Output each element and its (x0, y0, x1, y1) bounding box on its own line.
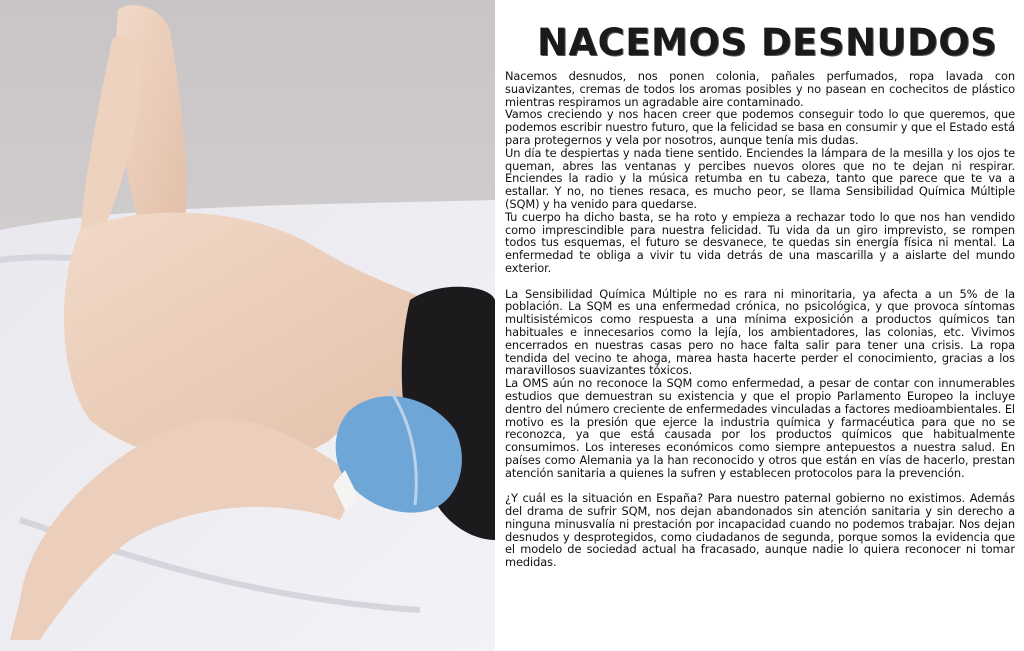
article (505, 0, 1015, 651)
paragraph: ¿Y cuál es la situación en España? Para nuestro paternal gobierno no existimos. Además del drama de sufrir SQM, nos dejan abandonados sin atención sanitaria y sin derecho a ninguna minusvalía ni prestación por incapacidad cuando no podemos trabajar. Nos dejan desnudos y desprotegidos, como ciudadanos de segunda, porque somos la evidencia que el modelo de sociedad actual ha fracasado, aunque nadie lo quiera reconocer ni tomar medidas. (505, 491, 1015, 570)
paragraph: Vamos creciendo y nos hacen creer que podemos conseguir todo lo que queremos, que podemos escribir nuestro futuro, que la felicidad se basa en consumir y que el Estado está para protegernos y vela por nosotros, aunque tenía mis dudas. (505, 107, 1015, 147)
paragraph: Un día te despiertas y nada tiene sentido. Enciendes la lámpara de la mesilla y los ojos te queman, abres las ventanas y percibes nuevos olores que no te dejan ni respirar. Enciendes la radio y la música retumba en tu cabeza, tanto que parece que te va a estallar. Y no, no tienes resaca, es mucho peor, se llama Sensibilidad Química Múltiple (SQM) y ha venido para quedarse. (505, 145, 1015, 211)
paragraph: La OMS aún no reconoce la SQM como enfermedad, a pesar de contar con innumerables estudios que demuestran su existencia y que el propio Parlamento Europeo la incluye dentro del número creciente de enfermedades vinculadas a factores medioambientales. El motivo es la presión que ejerce la industria química y farmacéutica para que no se reconozca, ya que está causada por los productos químicos que habitualmente consumimos. Los intereses económicos como siempre antepuestos a nuestra salud. En países como Alemania ya la han reconocido y otros que están en vías de hacerlo, prestan atención sanitaria a quienes la sufren y establecen protocolos para la prevención. (505, 376, 1015, 480)
article-photo (0, 0, 495, 651)
paragraph: Nacemos desnudos, nos ponen colonia, pañales perfumados, ropa lavada con suavizantes, cremas de todos los aromas posibles y no pasean en cochecitos de plástico mientras respiramos un agradable aire contaminado. (505, 69, 1015, 109)
article-body (505, 70, 1015, 569)
paragraph: La Sensibilidad Química Múltiple no es rara ni minoritaria, ya afecta a un 5% de la población. La SQM es una enfermedad crónica, no psicológica, y que provoca síntomas multisistémicos como respuesta a una mínima exposición a productos químicos tan habituales e innecesarios como la lejía, los ambientadores, las colonias, etc. Vivimos encerrados en nuestras casas pero no hace falta salir para tener una crisis. La ropa tendida del vecino te ahoga, marea hasta hacerte perder el conocimiento, gracias a los maravillosos suavizantes tóxicos. (505, 286, 1015, 378)
article-title: NACEMOS DESNUDOS (537, 21, 998, 64)
person-lying-on-bed-photo (0, 0, 495, 651)
paragraph: Tu cuerpo ha dicho basta, se ha roto y empieza a rechazar todo lo que nos han vendido como imprescindible para nuestra felicidad. Tu vida da un giro imprevisto, se rompen todos tus esquemas, el futuro se desvanece, te quedas sin energía física ni mental. La enfermedad te obliga a vivir tu vida detrás de una mascarilla y a aislarte del mundo exterior. (505, 209, 1015, 275)
